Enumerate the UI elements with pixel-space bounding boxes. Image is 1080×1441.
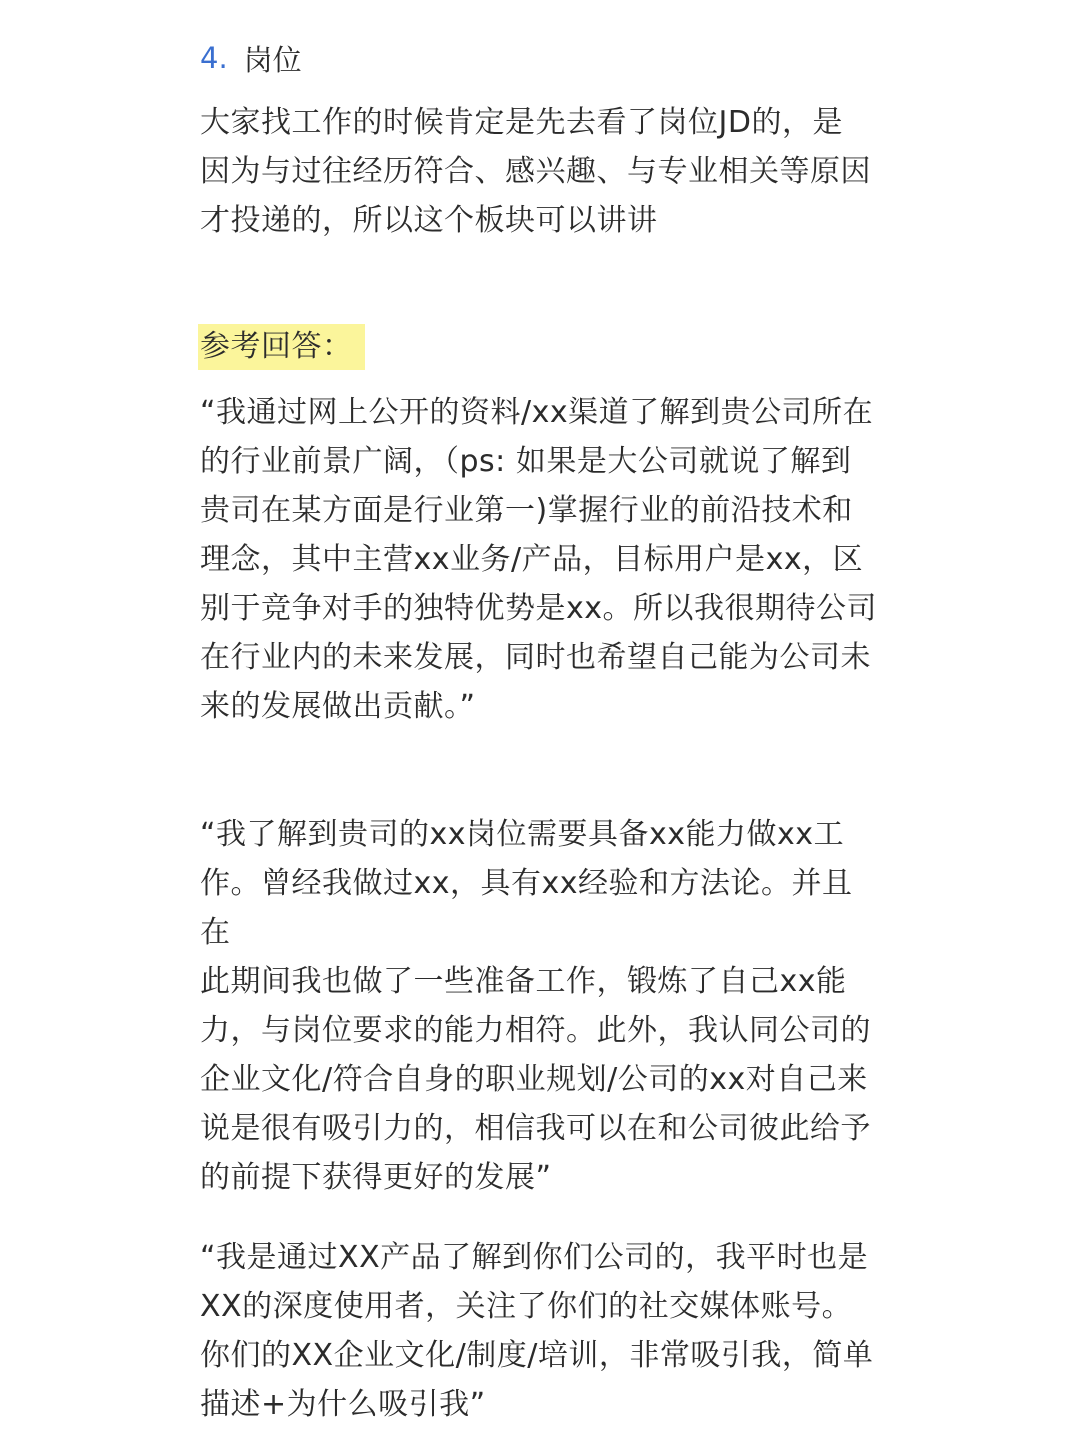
section-title: 岗位 bbox=[243, 42, 302, 77]
section-heading bbox=[200, 36, 302, 80]
reference-answer-label: 参考回答： bbox=[198, 324, 365, 370]
answer-paragraph-2: “我了解到贵司的xx岗位需要具备xx能力做xx工 作。曾经我做过xx，具有xx经验和方法论。并且在 此期间我也做了一些准备工作，锻炼了自己xx能 力，与岗位要求的能力相符。此外，我认同公司的 企业文化/符合自身的职业规划/公司的xx对自己来 说是很有吸引力的，相信我可以在和公司彼此给予 的前提下获得更好的发展” bbox=[200, 817, 871, 1195]
intro-paragraph: 大家找工作的时候肯定是先去看了岗位JD的，是 因为与过往经历符合、感兴趣、与专业相关等原因 才投递的，所以这个板块可以讲讲 bbox=[200, 105, 871, 238]
answer-paragraph-3: “我是通过XX产品了解到你们公司的，我平时也是 XX的深度使用者，关注了你们的社交媒体账号。 你们的XX企业文化/制度/培训，非常吸引我，简单 描述+为什么吸引我” bbox=[200, 1240, 874, 1422]
section-number: 4. bbox=[200, 41, 228, 75]
answer-paragraph-1: “我通过网上公开的资料/xx渠道了解到贵公司所在 的行业前景广阔，（ps: 如果是大公司就说了解到 贵司在某方面是行业第一)掌握行业的前沿技术和 理念，其中主营xx业务/产品，目标用户是xx，区 别于竞争对手的独特优势是xx。所以我很期待公司 在行业内的未来发展，同时也希望自己能为公司未 来的发展做出贡献。” bbox=[200, 395, 878, 724]
